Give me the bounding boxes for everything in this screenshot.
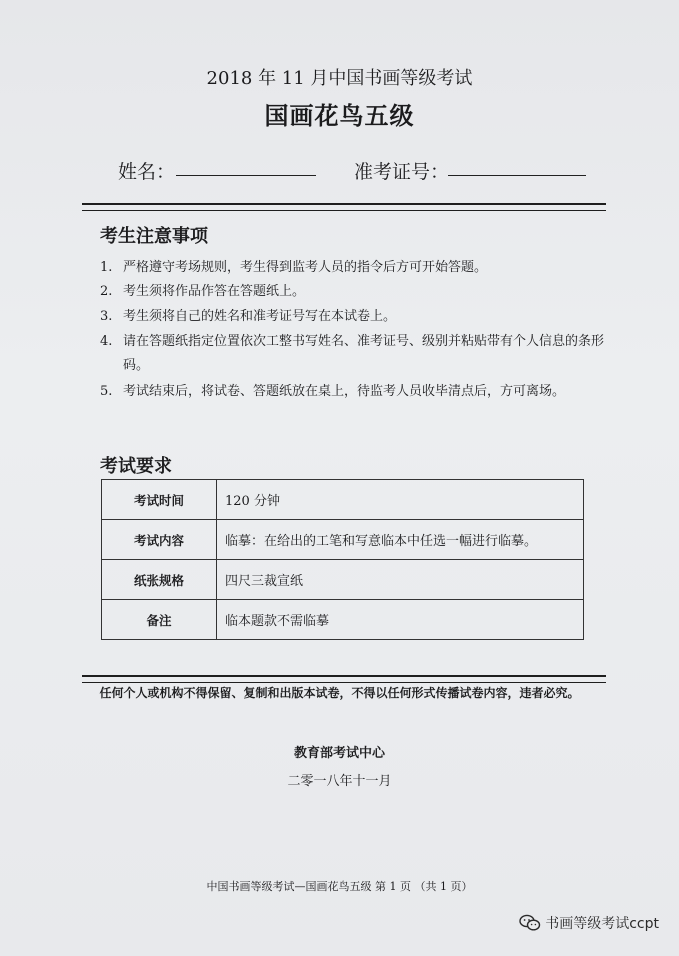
note-text: 严格遵守考场规则，考生得到监考人员的指令后方可开始答题。 xyxy=(123,260,488,275)
table-row xyxy=(102,520,584,560)
note-text: 请在答题纸指定位置依次工整书写姓名、准考证号、级别并粘贴带有个人信息的条形码。 xyxy=(123,334,605,373)
note-item xyxy=(100,380,620,404)
note-number: 2. xyxy=(100,284,113,299)
note-item xyxy=(100,256,620,280)
row-value: 四尺三裁宣纸 xyxy=(217,560,584,600)
requirements-table xyxy=(101,479,584,640)
wechat-icon xyxy=(519,914,541,932)
row-key: 考试时间 xyxy=(102,480,217,520)
table-row xyxy=(102,560,584,600)
issue-date: 二零一八年十一月 xyxy=(287,774,392,789)
note-item xyxy=(100,330,615,378)
bottom-double-rule xyxy=(82,675,606,683)
exam-id-blank-line xyxy=(448,175,586,176)
table-row xyxy=(102,480,584,520)
note-number: 1. xyxy=(100,260,113,275)
note-item xyxy=(100,280,620,304)
issuer: 教育部考试中心 xyxy=(293,746,385,761)
subject-title: 国画花鸟五级 xyxy=(264,101,415,130)
row-key: 纸张规格 xyxy=(102,560,217,600)
row-value: 临摹：在给出的工笔和写意临本中任选一幅进行临摹。 xyxy=(217,520,584,560)
name-blank-line xyxy=(176,175,316,176)
row-value: 120 分钟 xyxy=(217,480,584,520)
note-text: 考生须将作品作答在答题纸上。 xyxy=(123,284,306,299)
note-number: 4. xyxy=(100,334,113,349)
watermark-text: 书画等级考试ccpt xyxy=(545,916,659,932)
row-value: 临本题款不需临摹 xyxy=(217,600,584,640)
table-row xyxy=(102,600,584,640)
exam-title: 2018 年 11 月中国书画等级考试 xyxy=(206,68,473,89)
top-double-rule xyxy=(82,203,606,211)
page-footer: 中国书画等级考试—国画花鸟五级 第 1 页 （共 1 页） xyxy=(206,880,473,893)
exam-id-label: 准考证号： xyxy=(354,161,450,183)
note-number: 5. xyxy=(100,384,113,399)
row-key: 备注 xyxy=(102,600,217,640)
name-label: 姓名： xyxy=(118,161,176,183)
note-number: 3. xyxy=(100,309,113,324)
copyright-warning: 任何个人或机构不得保留、复制和出版本试卷，不得以任何形式传播试卷内容，违者必究。 xyxy=(99,686,580,700)
note-item xyxy=(100,305,620,329)
watermark xyxy=(519,913,659,933)
requirements-heading: 考试要求 xyxy=(100,456,172,477)
note-text: 考生须将自己的姓名和准考证号写在本试卷上。 xyxy=(123,309,397,324)
notes-heading: 考生注意事项 xyxy=(100,226,208,247)
note-text: 考试结束后，将试卷、答题纸放在桌上，待监考人员收毕清点后，方可离场。 xyxy=(123,384,566,399)
row-key: 考试内容 xyxy=(102,520,217,560)
